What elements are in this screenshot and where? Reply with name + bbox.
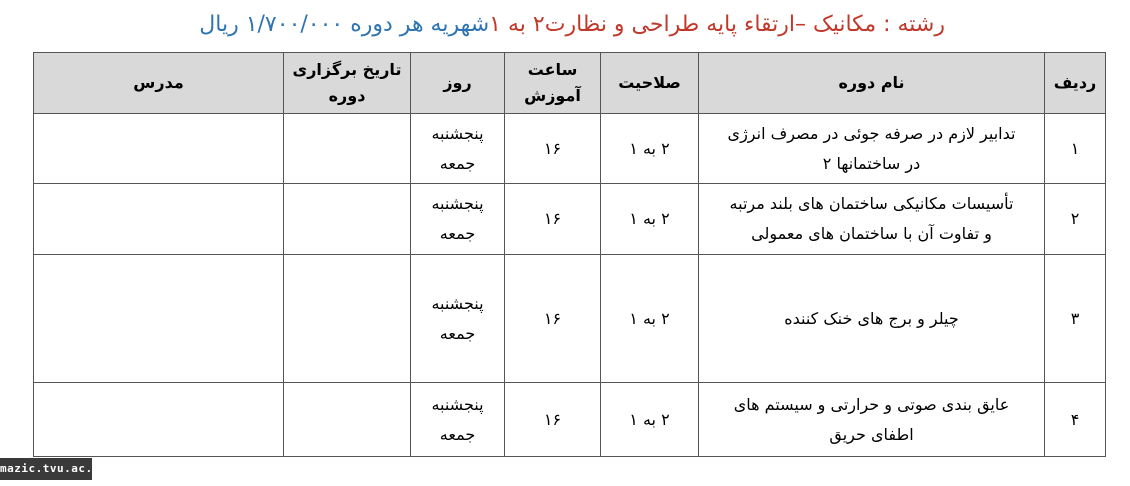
header-row-no: ردیف [1045,53,1106,114]
table-row [34,114,1106,184]
table-row [34,383,1106,457]
row-number: ۲ [1045,184,1106,255]
day-cell [411,255,505,383]
course-name-line2: اطفای حریق [829,424,914,444]
day-thursday: پنجشنبه [431,293,484,313]
header-date [284,53,411,114]
hours-cell: ۱۶ [505,114,601,184]
course-name [699,184,1045,255]
header-qualification: صلاحیت [601,53,699,114]
qualification-cell: ۲ به ۱ [601,383,699,457]
course-name [699,255,1045,383]
instructor-cell [34,255,284,383]
hours-cell: ۱۶ [505,255,601,383]
day-friday: جمعه [439,323,476,343]
header-hours-line2: آموزش [524,86,581,105]
course-name-line1: تدابیر لازم در صرفه جوئی در مصرف انرژی [727,123,1016,143]
header-instructor: مدرس [34,53,284,114]
title-field: رشته : مکانیک –ارتقاء پایه طراحی و نظارت۲ به ۱ [489,12,945,37]
date-cell [284,184,411,255]
row-number: ۱ [1045,114,1106,184]
header-course-name: نام دوره [699,53,1045,114]
day-friday: جمعه [439,153,476,173]
day-thursday: پنجشنبه [431,123,484,143]
course-name-line1: تأسیسات مکانیکی ساختمان های بلند مرتبه [729,194,1014,213]
table-header-row [34,53,1106,114]
day-cell [411,114,505,184]
day-cell [411,383,505,457]
date-cell [284,114,411,184]
page-title [0,8,945,42]
day-cell [411,184,505,255]
course-name-line2: و تفاوت آن با ساختمان های معمولی [751,224,992,243]
date-cell [284,255,411,383]
instructor-cell [34,383,284,457]
site-watermark: mazic.tvu.ac.ir [0,458,92,480]
day-friday: جمعه [439,224,476,243]
header-date-line1: تاریخ برگزاری [292,60,402,79]
qualification-cell: ۲ به ۱ [601,184,699,255]
hours-cell: ۱۶ [505,184,601,255]
table-row [34,184,1106,255]
header-hours-line1: ساعت [527,60,578,79]
table-row [34,255,1106,383]
course-name-line1: عایق بندی صوتی و حرارتی و سیستم های [733,394,1010,414]
course-name [699,114,1045,184]
row-number: ۳ [1045,255,1106,383]
header-hours [505,53,601,114]
header-day: روز [411,53,505,114]
hours-cell: ۱۶ [505,383,601,457]
header-date-line2: دوره [328,86,366,105]
day-thursday: پنجشنبه [431,394,484,414]
qualification-cell: ۲ به ۱ [601,255,699,383]
row-number: ۴ [1045,383,1106,457]
instructor-cell [34,184,284,255]
instructor-cell [34,114,284,184]
date-cell [284,383,411,457]
day-thursday: پنجشنبه [431,194,484,213]
courses-table [33,52,1106,457]
course-name-line2: در ساختمانها ۲ [822,153,921,173]
qualification-cell: ۲ به ۱ [601,114,699,184]
title-fee: شهریه هر دوره ۱/۷۰۰/۰۰۰ ریال [199,12,490,37]
day-friday: جمعه [439,424,476,444]
course-name-line1: چیلر و برج های خنک کننده [784,308,959,328]
course-name [699,383,1045,457]
